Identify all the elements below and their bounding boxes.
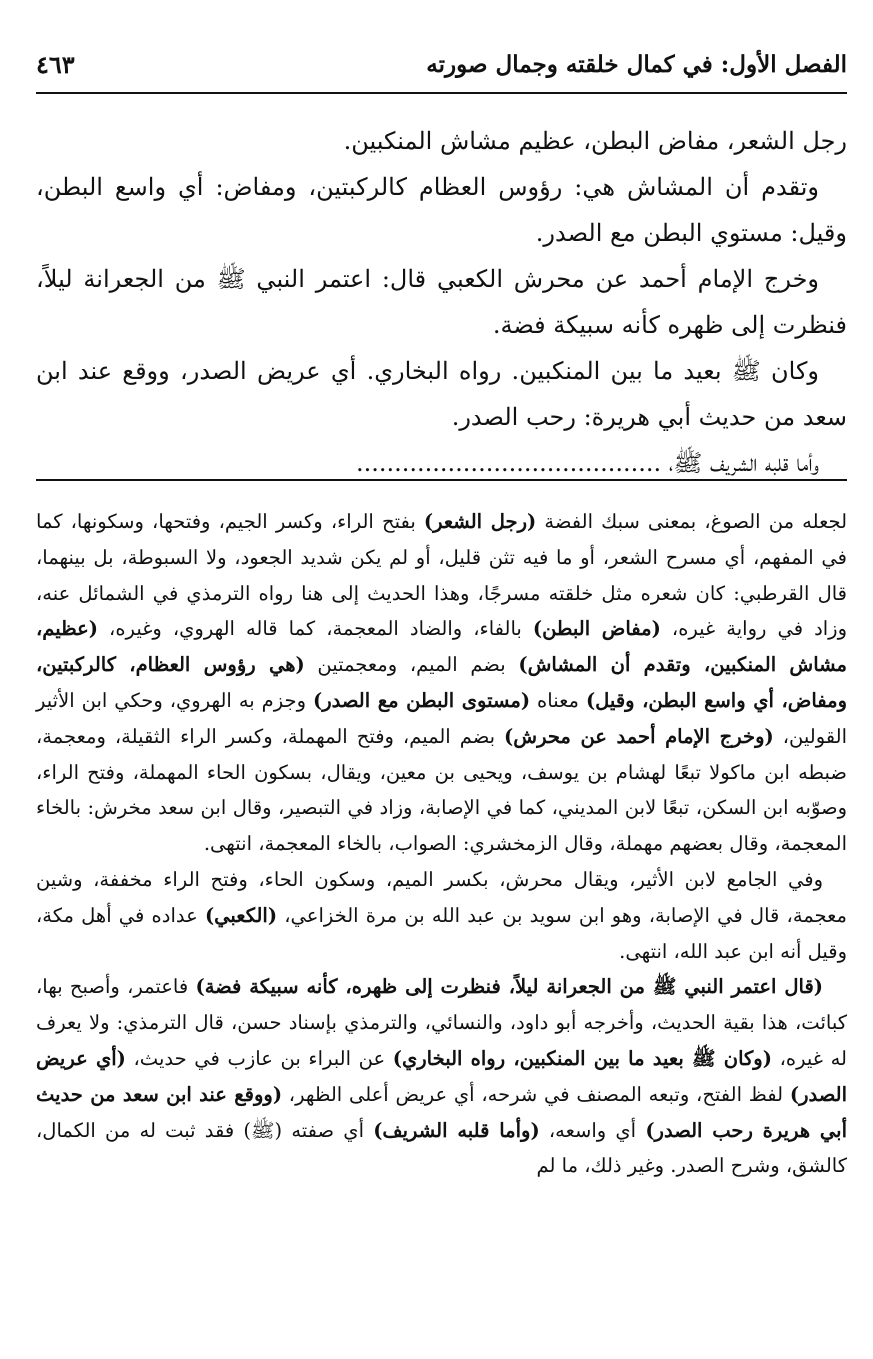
main-text [36, 118, 847, 486]
bold-quote: (مستوى البطن مع الصدر) [312, 688, 531, 712]
commentary-run: أي صفته (ﷺ) فقد ثبت له من الكمال، كالشق، وشرح الصدر. وغير ذلك، ما لم [36, 1118, 847, 1178]
commentary-paragraph [36, 969, 847, 1184]
matn-paragraph: وخرج الإمام أحمد عن محرش الكعبي قال: اعتمر النبي ﷺ من الجعرانة ليلاً، فنظرت إلى ظهره كأنه سبيكة فضة. [36, 265, 847, 339]
bold-quote: (ووقع عند ابن سعد من حديث أبي هريرة رحب الصدر) [36, 1082, 847, 1142]
page-number: ٤٦٣ [36, 49, 75, 79]
bold-quote: (وكان ﷺ بعيد ما بين المنكبين، رواه البخاري) [392, 1046, 772, 1070]
commentary-run: عداده في أهل مكة، وقيل أنه ابن عبد الله، انتهى. [36, 903, 847, 963]
bold-quote: (هي رؤوس العظام، كالركبتين، ومفاض، أي واسع البطن، وقيل) [36, 653, 848, 712]
header-rule [36, 92, 847, 94]
commentary-run: عن البراء بن عازب في حديث، [125, 1046, 393, 1070]
commentary-run: وفي الجامع لابن الأثير، ويقال محرش، بكسر الميم، وسكون الحاء، وفتح الراء مخففة، وشين معجمة، قال في الإصابة، وهو ابن سويد بن عبد الله بن مرة الخزاعي، [36, 867, 847, 927]
commentary-run: معناه [530, 688, 586, 712]
commentary-run: بضم الميم، وفتح المهملة، وكسر الراء الثقيلة، ومعجمة، ضبطه ابن ماكولا تبعًا لهشام بن يوسف، ويحيى بن معين، ويقال، بسكون الحاء المهملة، وفتح الراء، وصوّبه ابن السكن، تبعًا لابن المديني، كما في الإصابة، وزاد في التبصير، وقال ابن سعد مخرش: بالخاء المعجمة، وقال بعضهم مهملة، وقال الزمخشري: الصواب، بالخاء المعجمة، انتهى. [36, 724, 847, 856]
commentary-separator [36, 479, 847, 481]
commentary-paragraph [36, 504, 847, 862]
continuation-dots: ........................................ [356, 449, 662, 477]
commentary-paragraph [36, 862, 847, 969]
commentary-run: بالفاء، والضاد المعجمة، كما قاله الهروي، وغيره، [98, 617, 533, 641]
matn-paragraph: وتقدم أن المشاش هي: رؤوس العظام كالركبتين، ومفاض: أي واسع البطن، وقيل: مستوي البطن مع الصدر. [36, 173, 847, 247]
bold-quote: (مفاض البطن) [532, 617, 661, 641]
commentary-run: بفتح الراء، وكسر الجيم، وفتحها، وسكونها، كما في المفهم، أي مسرح الشعر، أو ما فيه تثن قليل، أو لم يكن شديد الجعود، ولا السبوطة، بل بينهما، قال القرطبي: كان شعره مثل خلقته مسرجًا، وهذا الحديث إلى هنا رواه الترمذي في الشمائل عنه، وزاد في رواية غيره، [36, 510, 847, 641]
commentary-text [36, 504, 847, 1184]
bold-quote: (أي عريض الصدر) [36, 1046, 847, 1106]
commentary-run: لفظ الفتح، وتبعه المصنف في شرحه، أي عريض أعلى الظهر، [282, 1082, 790, 1106]
commentary-run: لجعله من الصوغ، بمعنى سبك الفضة [536, 510, 848, 533]
matn-line: رجل الشعر، مفاض البطن، عظيم مشاش المنكبين. [343, 127, 847, 155]
bold-quote: (الكعبي) [204, 903, 278, 927]
bold-quote: (قال اعتمر النبي ﷺ من الجعرانة ليلاً، فنظرت إلى ظهره، كأنه سبيكة فضة) [195, 975, 823, 999]
page-header [36, 44, 847, 84]
commentary-run: أي واسعه، [539, 1118, 646, 1142]
commentary-run: بضم الميم، ومعجمتين [304, 653, 519, 677]
bold-quote: (رجل الشعر) [423, 510, 537, 533]
matn-line: وأما قلبه الشريف ﷺ، [668, 449, 819, 477]
running-title: الفصل الأول: في كمال خلقته وجمال صورته [426, 50, 847, 78]
commentary-run: وجزم به الهروي، وحكي ابن الأثير القولين، [36, 688, 847, 748]
commentary-run: فاعتمر، وأصبح بها، كبائت، هذا بقية الحديث، وأخرجه أبو داود، والنسائي، والترمذي بإسناد حسن، قال الترمذي: ولا يعرف له غيره، [36, 975, 847, 1070]
matn-paragraph: وكان ﷺ بعيد ما بين المنكبين. رواه البخاري. أي عريض الصدر، ووقع عند ابن سعد من حديث أبي هريرة: رحب الصدر. [36, 357, 847, 431]
bold-quote: (عظيم، مشاش المنكبين، وتقدم أن المشاش) [36, 617, 847, 677]
bold-quote: (وخرج الإمام أحمد عن محرش) [504, 724, 774, 748]
bold-quote: (وأما قلبه الشريف) [373, 1118, 540, 1142]
